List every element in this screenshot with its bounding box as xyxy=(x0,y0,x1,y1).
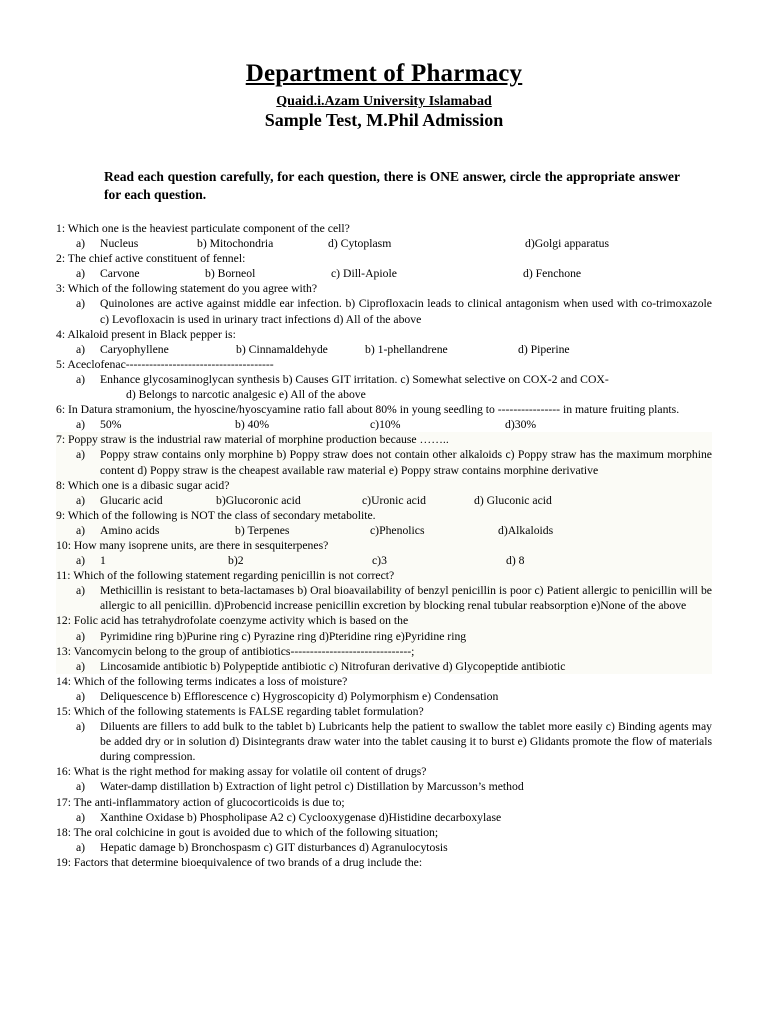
option-marker: a) xyxy=(76,840,86,854)
option: Glucaric acid xyxy=(100,493,163,507)
option-line xyxy=(56,689,712,704)
question-17 xyxy=(56,795,712,825)
option-text: Methicillin is resistant to beta-lactamases b) Oral bioavailability of benzyl penicillin is poor c) Patient allergic to penicillin will be allergic to all penicillin. d)Probencid increase penicillin excretion by blocking renal tubular reabsorption e)None of the above xyxy=(100,584,712,613)
option-text: Lincosamide antibiotic b) Polypeptide antibiotic c) Nitrofuran derivative d) Glycopeptide antibiotic xyxy=(100,659,566,673)
instructions: Read each question carefully, for each question, there is ONE answer, circle the appropriate answer for each question. xyxy=(104,169,680,202)
option: d) 8 xyxy=(506,554,525,568)
question-text: 17: The anti-inflammatory action of glucocorticoids is due to; xyxy=(56,795,345,809)
question-14 xyxy=(56,674,712,704)
option-marker: a) xyxy=(76,523,86,537)
option-row xyxy=(56,523,712,538)
option: d) Cytoplasm xyxy=(328,237,392,251)
question-2 xyxy=(56,251,712,281)
question-text: 4: Alkaloid present in Black pepper is: xyxy=(56,327,236,341)
question-6 xyxy=(56,402,712,432)
option-paragraph xyxy=(56,719,712,764)
question-4 xyxy=(56,327,712,357)
page-title: Department of Pharmacy xyxy=(245,60,523,87)
question-text: 18: The oral colchicine in gout is avoided due to which of the following situation; xyxy=(56,825,439,839)
question-16 xyxy=(56,764,712,794)
option-row xyxy=(56,236,712,251)
question-18 xyxy=(56,825,712,855)
option: b) 40% xyxy=(235,418,270,432)
question-text: 14: Which of the following terms indicates a loss of moisture? xyxy=(56,674,348,688)
option-marker: a) xyxy=(76,372,86,386)
option-line xyxy=(56,810,712,825)
option-row xyxy=(56,417,712,432)
option: Nucleus xyxy=(100,237,139,251)
option: c)Phenolics xyxy=(370,523,425,537)
option-marker: a) xyxy=(76,780,86,794)
option-line xyxy=(56,372,712,387)
option: d) Fenchone xyxy=(523,267,582,281)
option-marker: a) xyxy=(76,659,86,673)
option-line xyxy=(56,629,712,644)
option-text: Pyrimidine ring b)Purine ring c) Pyrazine ring d)Pteridine ring e)Pyridine ring xyxy=(100,629,467,643)
option-paragraph xyxy=(56,296,712,326)
question-text: 5: Aceclofenac-------------------------------------- xyxy=(56,357,274,371)
question-19 xyxy=(56,855,712,870)
option-marker: a) xyxy=(76,554,86,568)
question-text: 9: Which of the following is NOT the class of secondary metabolite. xyxy=(56,508,376,522)
option-text: Deliquescence b) Efflorescence c) Hygroscopicity d) Polymorphism e) Condensation xyxy=(100,689,499,703)
option-line xyxy=(56,779,712,794)
option: Carvone xyxy=(100,267,140,281)
question-10 xyxy=(56,538,712,568)
option-line xyxy=(56,387,712,402)
option: c)3 xyxy=(372,554,387,568)
option: d) Piperine xyxy=(518,342,570,356)
option: c)Uronic acid xyxy=(362,493,426,507)
option-text: Enhance glycosaminoglycan synthesis b) Causes GIT irritation. c) Somewhat selective on COX-2 and COX- xyxy=(100,372,609,386)
option: d)30% xyxy=(505,418,537,432)
option: d)Golgi apparatus xyxy=(525,237,610,251)
option-paragraph xyxy=(56,583,712,613)
option-text: Water-damp distillation b) Extraction of light petrol c) Distillation by Marcusson’s method xyxy=(100,780,524,794)
option-row xyxy=(56,266,712,281)
option-marker: a) xyxy=(76,689,86,703)
question-8 xyxy=(56,478,712,508)
question-5 xyxy=(56,357,712,402)
option: Caryophyllene xyxy=(100,342,169,356)
question-text: 1: Which one is the heaviest particulate component of the cell? xyxy=(56,222,350,235)
question-text: 13: Vancomycin belong to the group of antibiotics-------------------------------; xyxy=(56,644,415,658)
question-15 xyxy=(56,704,712,764)
option: b) Borneol xyxy=(205,267,256,281)
question-text: 11: Which of the following statement regarding penicillin is not correct? xyxy=(56,569,395,583)
question-11 xyxy=(56,568,712,613)
option: b)2 xyxy=(228,554,244,568)
question-text: 19: Factors that determine bioequivalence of two brands of a drug include the: xyxy=(56,855,423,869)
option-marker: a) xyxy=(76,267,86,281)
option-text: Xanthine Oxidase b) Phospholipase A2 c) Cyclooxygenase d)Histidine decarboxylase xyxy=(100,810,502,824)
option: b) 1-phellandrene xyxy=(365,342,448,356)
option: b) Mitochondria xyxy=(197,237,274,251)
option-marker: a) xyxy=(76,297,86,311)
question-13 xyxy=(56,644,712,674)
test-name: Sample Test, M.Phil Admission xyxy=(264,110,504,130)
option-marker: a) xyxy=(76,810,86,824)
option: b) Cinnamaldehyde xyxy=(236,342,328,356)
option-marker: a) xyxy=(76,629,86,643)
option-row xyxy=(56,493,712,508)
question-text: 8: Which one is a dibasic sugar acid? xyxy=(56,478,230,492)
question-text: 15: Which of the following statements is FALSE regarding tablet formulation? xyxy=(56,705,424,718)
option-marker: a) xyxy=(76,720,86,734)
question-text: 12: Folic acid has tetrahydrofolate coenzyme activity which is based on the xyxy=(56,614,409,628)
option-marker: a) xyxy=(76,493,86,507)
question-9 xyxy=(56,508,712,538)
option: Amino acids xyxy=(100,523,160,537)
option-row xyxy=(56,553,712,568)
option: d)Alkaloids xyxy=(498,523,554,537)
question-text: 7: Poppy straw is the industrial raw material of morphine production because …….. xyxy=(56,433,449,447)
question-text: 6: In Datura stramonium, the hyoscine/hyoscyamine ratio fall about 80% in young seedling to ---------------- in mature fruiting plants. xyxy=(56,403,680,417)
option-row xyxy=(56,342,712,357)
option: b)Glucoronic acid xyxy=(216,493,301,507)
question-text: 10: How many isoprene units, are there in sesquiterpenes? xyxy=(56,538,329,552)
question-1 xyxy=(56,221,712,251)
option-text: Diluents are fillers to add bulk to the tablet b) Lubricants help the patient to swallow the tablet more easily c) Binding agents may be added dry or in solution d) Disintegrants draw water into the tablet causing it to burst e) Glidants promote the flow of materials during compression. xyxy=(100,720,712,764)
option-marker: a) xyxy=(76,448,86,462)
option: d) Gluconic acid xyxy=(474,493,552,507)
option: b) Terpenes xyxy=(235,523,290,537)
question-list xyxy=(56,221,712,870)
question-3 xyxy=(56,281,712,326)
option-marker: a) xyxy=(76,237,86,251)
option-text: d) Belongs to narcotic analgesic e) All of the above xyxy=(126,388,366,402)
question-text: 16: What is the right method for making assay for volatile oil content of drugs? xyxy=(56,765,427,779)
question-text: 3: Which of the following statement do you agree with? xyxy=(56,282,318,296)
question-text: 2: The chief active constituent of fennel: xyxy=(56,252,246,266)
option: 50% xyxy=(100,418,122,432)
option-line xyxy=(56,659,712,674)
option-paragraph xyxy=(56,447,712,477)
option: c) Dill-Apiole xyxy=(331,267,397,281)
question-7 xyxy=(56,432,712,477)
option-text: Quinolones are active against middle ear infection. b) Ciprofloxacin leads to clinical antagonism when used with co-trimoxazole c) Levofloxacin is used in urinary tract infections d) All of the above xyxy=(100,297,712,326)
option-line xyxy=(56,840,712,855)
option: c)10% xyxy=(370,418,401,432)
option: 1 xyxy=(100,554,106,568)
option-marker: a) xyxy=(76,418,86,432)
option-text: Hepatic damage b) Bronchospasm c) GIT disturbances d) Agranulocytosis xyxy=(100,840,448,854)
question-12 xyxy=(56,613,712,643)
option-marker: a) xyxy=(76,342,86,356)
university-name: Quaid.i.Azam University Islamabad xyxy=(276,94,492,109)
option-text: Poppy straw contains only morphine b) Poppy straw does not contain other alkaloids c) Poppy straw has the maximum morphine content d) Poppy straw is the cheapest available raw material e) Poppy straw contains morphine derivative xyxy=(100,448,712,477)
option-marker: a) xyxy=(76,584,86,598)
